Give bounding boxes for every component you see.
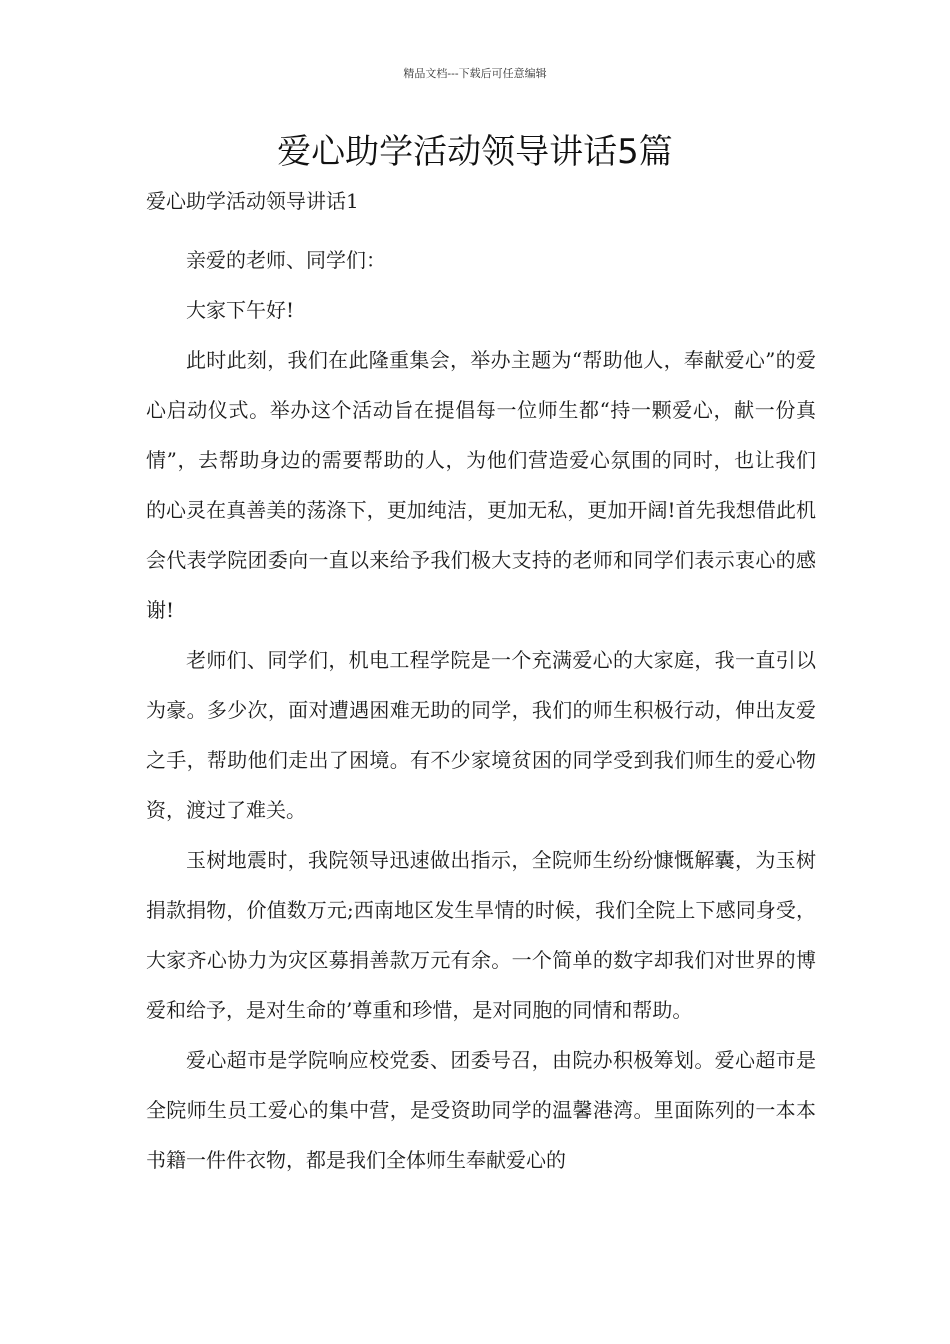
document-title: 爱心助学活动领导讲话5篇 [277,132,673,172]
document-body [146,235,816,1185]
body-paragraph: 老师们、同学们，机电工程学院是一个充满爱心的大家庭，我一直引以为豪。多少次，面对遭遇困难无助的同学，我们的师生积极行动，伸出友爱之手，帮助他们走出了困境。有不少家境贫困的同学受到我们师生的爱心物资，渡过了难关。 [146,648,816,822]
salutation-paragraph: 大家下午好! [186,298,295,322]
page-header-note: 精品文档---下载后可任意编辑 [403,67,547,80]
body-paragraph: 此时此刻，我们在此隆重集会，举办主题为“帮助他人，奉献爱心”的爱心启动仪式。举办这个活动旨在提倡每一位师生都“持一颗爱心，献一份真情”，去帮助身边的需要帮助的人，为他们营造爱心氛围的同时，也让我们的心灵在真善美的荡涤下，更加纯洁，更加无私，更加开阔!首先我想借此机会代表学院团委向一直以来给予我们极大支持的老师和同学们表示衷心的感谢! [146,348,816,622]
greeting-paragraph: 亲爱的老师、同学们： [186,248,386,272]
body-paragraph: 玉树地震时，我院领导迅速做出指示，全院师生纷纷慷慨解囊，为玉树捐款捐物，价值数万元;西南地区发生旱情的时候，我们全院上下感同身受，大家齐心协力为灾区募捐善款万元有余。一个简单的数字却我们对世界的博爱和给予，是对生命的’尊重和珍惜，是对同胞的同情和帮助。 [146,848,816,1022]
section-heading: 爱心助学活动领导讲话1 [146,189,359,213]
body-paragraph: 爱心超市是学院响应校党委、团委号召，由院办积极筹划。爱心超市是全院师生员工爱心的集中营，是受资助同学的温馨港湾。里面陈列的一本本书籍一件件衣物，都是我们全体师生奉献爱心的 [146,1048,816,1172]
